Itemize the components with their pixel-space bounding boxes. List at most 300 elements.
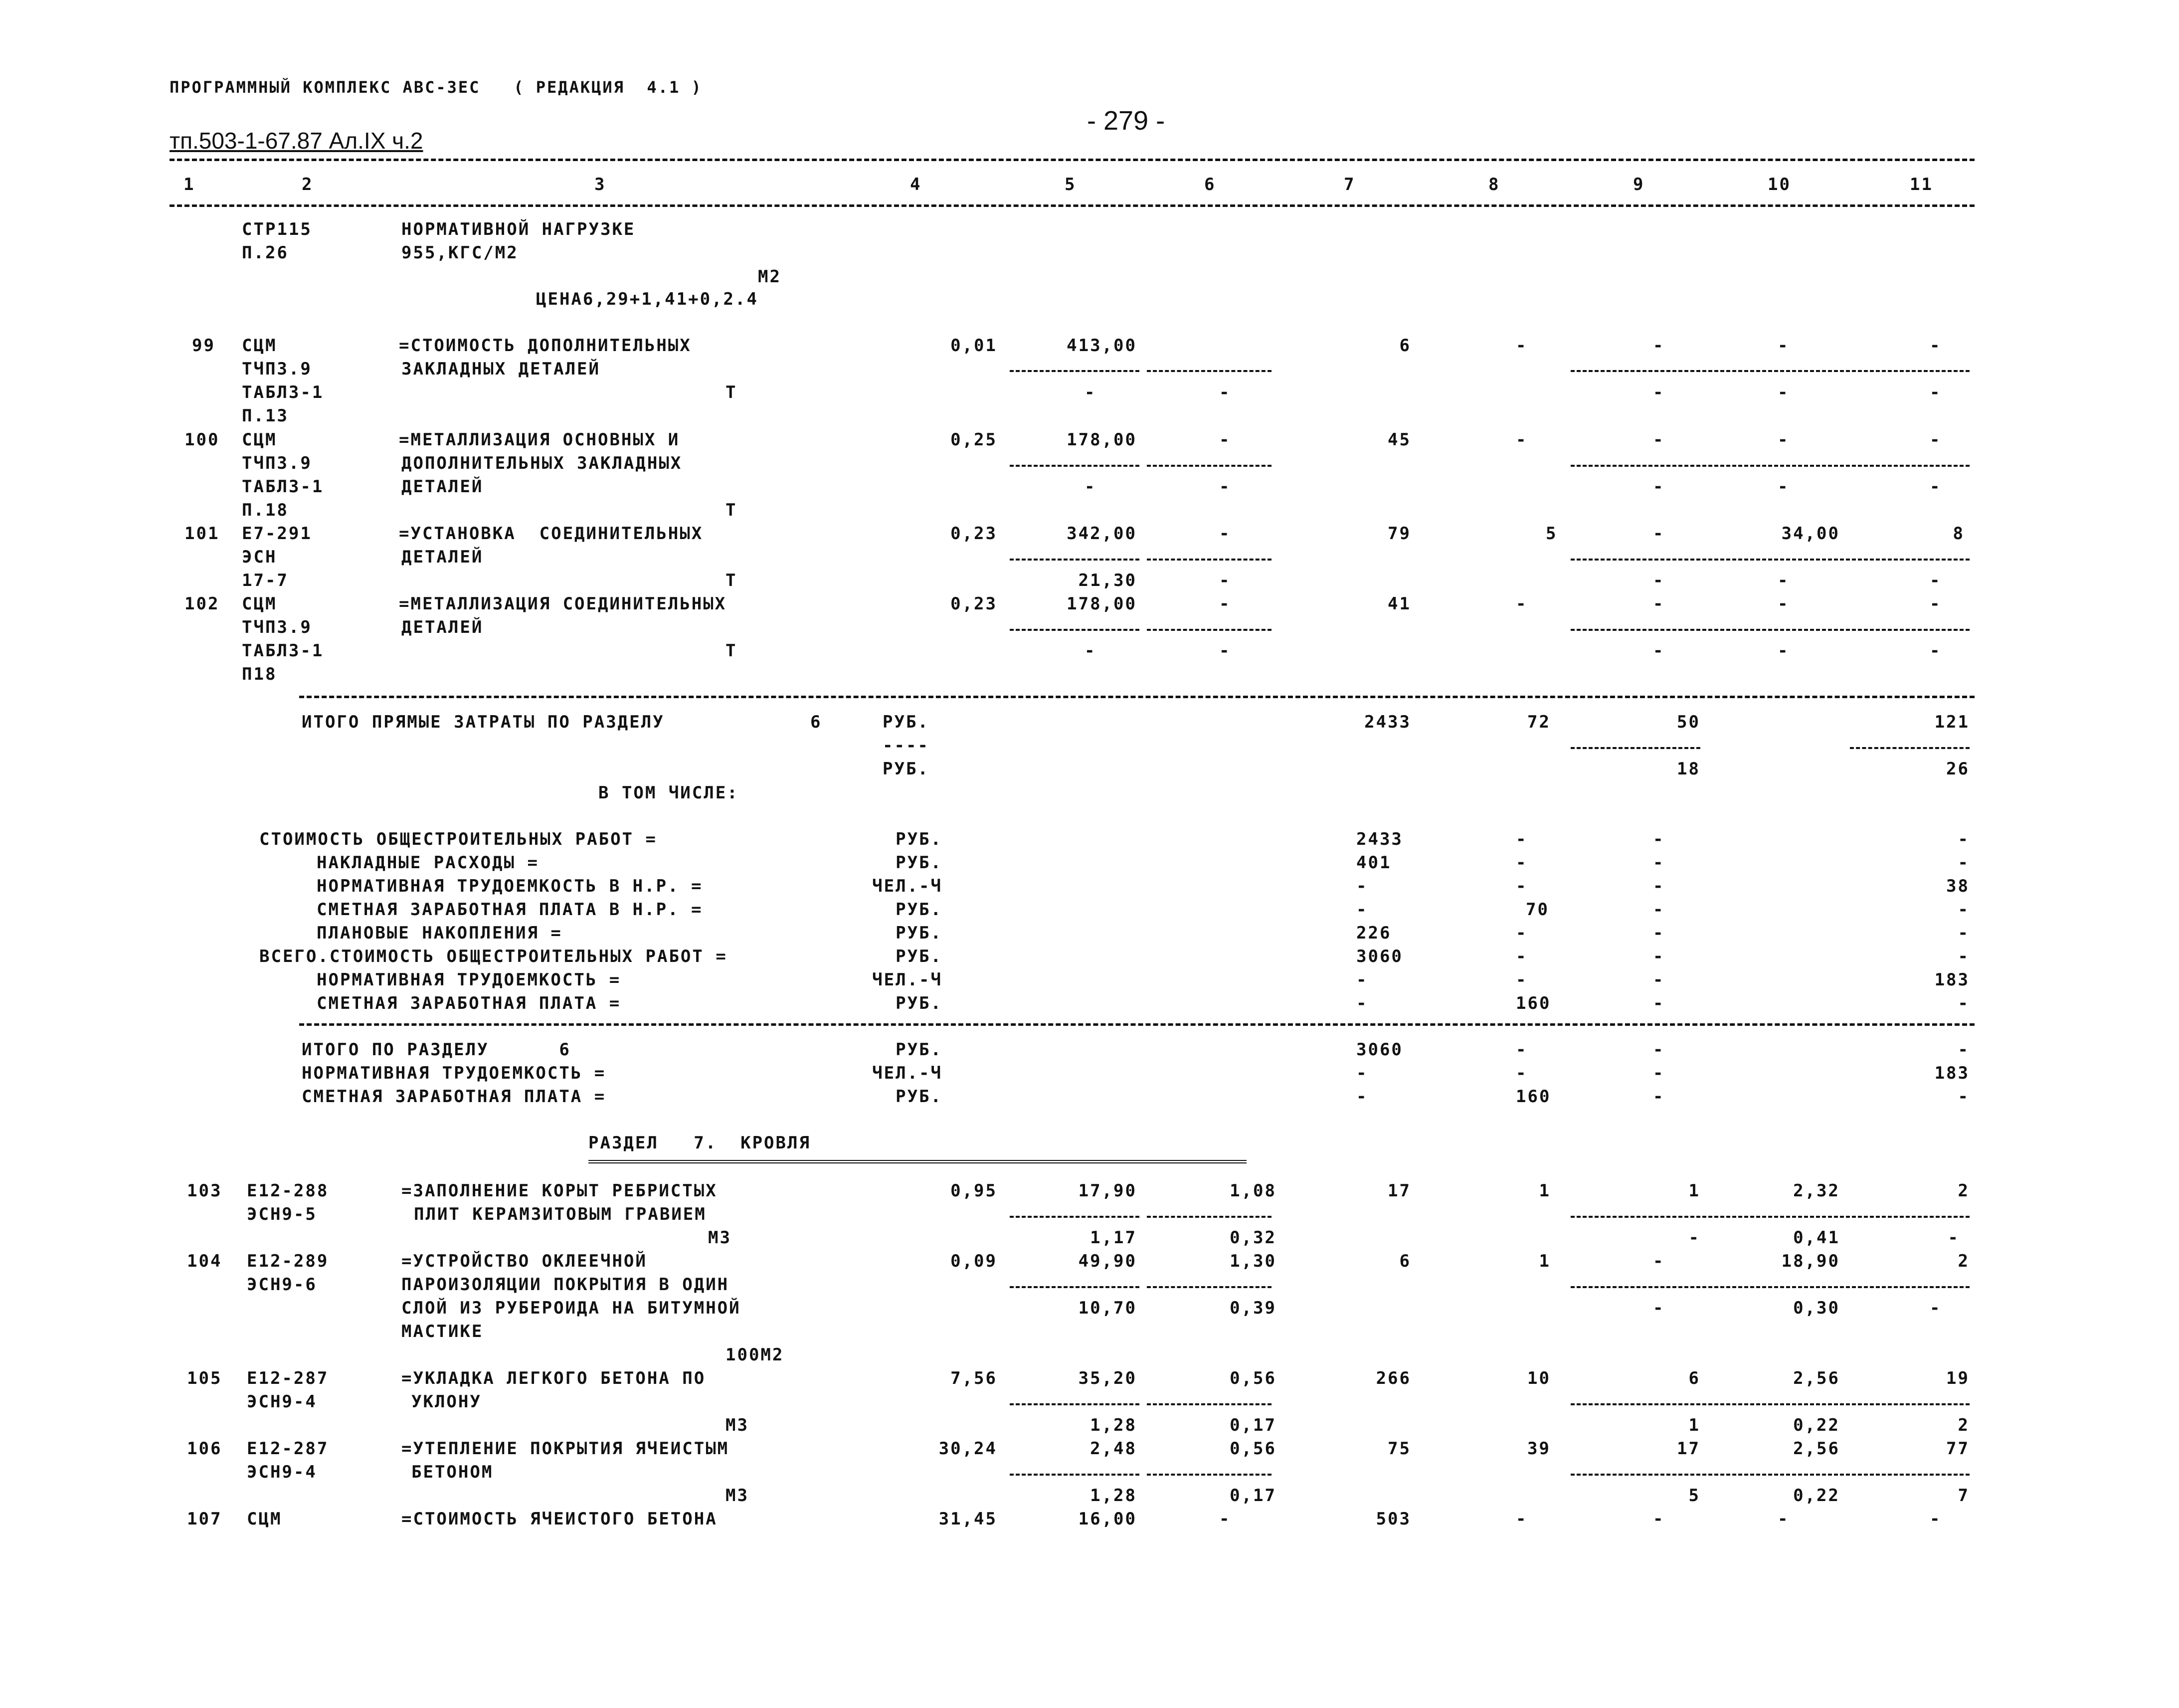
item-c8: 1 — [1539, 1181, 1551, 1201]
item-price2: 1,17 — [1090, 1228, 1137, 1248]
summary-c8: 160 — [1516, 993, 1551, 1013]
item-c11b: 7 — [1958, 1486, 1970, 1506]
item-c8: 5 — [1546, 524, 1558, 544]
price-divider — [1010, 1403, 1139, 1405]
item-price: 178,00 — [1067, 594, 1137, 614]
item-c10: 2,56 — [1793, 1439, 1840, 1459]
item-qty: 0,01 — [950, 336, 997, 356]
section-total-c11: 121 — [1934, 712, 1970, 732]
item-qty: 0,23 — [950, 594, 997, 614]
item-name: =МЕТАЛЛИЗАЦИЯ ОСНОВНЫХ И — [399, 430, 680, 450]
summary-c11: 38 — [1946, 876, 1970, 896]
item-c9b: 5 — [1688, 1486, 1700, 1506]
item-qty: 30,24 — [938, 1439, 997, 1459]
price-divider — [1147, 1474, 1271, 1476]
cont-text-2: 955,КГС/М2 — [401, 243, 519, 263]
col-num-9: 9 — [1633, 175, 1645, 194]
col-num-7: 7 — [1344, 175, 1356, 194]
item-c10: - — [1778, 336, 1790, 356]
item-c6: - — [1219, 524, 1231, 544]
item-c11: - — [1930, 430, 1942, 450]
item-c6: - — [1219, 594, 1231, 614]
item-c10: - — [1778, 1509, 1790, 1529]
item-c9: - — [1653, 1509, 1665, 1529]
item-no: 100 — [184, 430, 220, 450]
item-unit: 100М2 — [726, 1345, 784, 1365]
item-no: 104 — [187, 1251, 222, 1271]
summary-c8: - — [1516, 970, 1528, 990]
itogo-c7: - — [1356, 1087, 1368, 1107]
item-c8: 39 — [1527, 1439, 1551, 1459]
col-num-10: 10 — [1768, 175, 1791, 194]
item-code: СЦМ — [242, 594, 277, 614]
item-c11: 2 — [1958, 1251, 1970, 1271]
itogo-c7: 3060 — [1356, 1040, 1403, 1060]
item-c9b: - — [1653, 641, 1665, 661]
item-code: Е7-291 — [242, 524, 312, 544]
item-code: ЭСН9-5 — [247, 1204, 317, 1224]
item-unit: М3 — [726, 1486, 749, 1506]
item-c11b: - — [1930, 641, 1942, 661]
item-unit: Т — [726, 382, 737, 402]
item-price2: 21,30 — [1078, 570, 1137, 590]
cont-text-1: НОРМАТИВНОЙ НАГРУЗКЕ — [401, 219, 636, 239]
item-unit: Т — [726, 500, 737, 520]
summary-c7: - — [1356, 900, 1368, 920]
price-divider — [1147, 1216, 1271, 1218]
section-total-c7: 2433 — [1364, 712, 1411, 732]
item-c8: - — [1516, 430, 1528, 450]
item-unit: М3 — [726, 1415, 749, 1435]
item-no: 102 — [184, 594, 220, 614]
summary-c9: - — [1653, 993, 1665, 1013]
item-unit: М3 — [708, 1228, 731, 1248]
summary-c7: - — [1356, 993, 1368, 1013]
price-divider — [1010, 1286, 1139, 1288]
page-number: - 279 - — [1087, 106, 1165, 136]
item-price: 178,00 — [1067, 430, 1137, 450]
summary-c9: - — [1653, 970, 1665, 990]
summary-c8: - — [1516, 923, 1528, 943]
itogo-unit: ЧЕЛ.-Ч — [872, 1063, 942, 1083]
item-no: 101 — [184, 524, 220, 544]
itogo-c9: - — [1653, 1063, 1665, 1083]
itogo-unit: РУБ. — [896, 1087, 942, 1107]
itogo-c11: - — [1958, 1040, 1970, 1060]
summary-c9: - — [1653, 947, 1665, 966]
item-c8: 10 — [1527, 1368, 1551, 1388]
section-total-c11b: 26 — [1946, 759, 1970, 779]
summary-unit: РУБ. — [896, 923, 942, 943]
item-c9b: 1 — [1688, 1415, 1700, 1435]
section-7-title: РАЗДЕЛ 7. КРОВЛЯ — [588, 1133, 811, 1153]
summary-unit: РУБ. — [896, 853, 942, 873]
item-c9: 17 — [1677, 1439, 1700, 1459]
item-name: =СТОИМОСТЬ ДОПОЛНИТЕЛЬНЫХ — [399, 336, 692, 356]
item-c10b: 0,41 — [1793, 1228, 1840, 1248]
col-num-3: 3 — [594, 175, 606, 194]
item-code: 17-7 — [242, 570, 289, 590]
item-no: 106 — [187, 1439, 222, 1459]
section-total-unit2: РУБ. — [883, 759, 929, 779]
item-price: 49,90 — [1078, 1251, 1137, 1271]
item-c6b: 0,17 — [1230, 1486, 1276, 1506]
summary-unit: РУБ. — [896, 900, 942, 920]
item-code: ЭСН9-6 — [247, 1275, 317, 1295]
item-c11b: - — [1930, 382, 1942, 402]
res-divider — [1571, 1403, 1970, 1405]
res-divider — [1571, 1286, 1970, 1288]
col-num-1: 1 — [183, 175, 195, 194]
summary-unit: ЧЕЛ.-Ч — [872, 876, 942, 896]
itogo-c9: - — [1653, 1087, 1665, 1107]
item-name: МАСТИКЕ — [401, 1322, 484, 1341]
cont-code-1: СТР115 — [242, 219, 312, 239]
price-divider — [1147, 629, 1271, 631]
item-total: 45 — [1388, 430, 1411, 450]
section-total-label: ИТОГО ПРЯМЫЕ ЗАТРАТЫ ПО РАЗДЕЛУ — [302, 712, 665, 732]
item-c9: 6 — [1688, 1368, 1700, 1388]
item-total: 75 — [1388, 1439, 1411, 1459]
item-c10b: - — [1778, 641, 1790, 661]
section-total-rule — [299, 696, 1975, 698]
item-name: =УТЕПЛЕНИЕ ПОКРЫТИЯ ЯЧЕИСТЫМ — [401, 1439, 729, 1459]
summary-label: ПЛАНОВЫЕ НАКОПЛЕНИЯ = — [317, 923, 562, 943]
item-c10: 2,56 — [1793, 1368, 1840, 1388]
summary-label: СМЕТНАЯ ЗАРАБОТНАЯ ПЛАТА = — [317, 993, 621, 1013]
col-num-2: 2 — [302, 175, 314, 194]
item-c11b: - — [1948, 1228, 1960, 1248]
summary-c7: - — [1356, 970, 1368, 990]
item-name: =УСТАНОВКА СОЕДИНИТЕЛЬНЫХ — [399, 524, 704, 544]
item-unit: Т — [726, 641, 737, 661]
item-code: ТАБЛЗ-1 — [242, 477, 324, 497]
item-code: Е12-288 — [247, 1181, 329, 1201]
summary-unit: РУБ. — [896, 947, 942, 966]
summary-c9: - — [1653, 876, 1665, 896]
price-divider — [1010, 559, 1139, 561]
item-price2: 1,28 — [1090, 1415, 1137, 1435]
project-reference: тп.503-1-67.87 Ал.IX ч.2 — [170, 128, 423, 154]
section-total-c9b: 18 — [1677, 759, 1700, 779]
price-divider — [1147, 1403, 1271, 1405]
item-c8: - — [1516, 594, 1528, 614]
item-c11b: 2 — [1958, 1415, 1970, 1435]
item-c6: - — [1219, 430, 1231, 450]
item-c11b: - — [1930, 570, 1942, 590]
item-total: 6 — [1399, 1251, 1411, 1271]
summary-c9: - — [1653, 853, 1665, 873]
item-price2: - — [1085, 382, 1096, 402]
item-price: 35,20 — [1078, 1368, 1137, 1388]
item-c6b: 0,39 — [1230, 1298, 1276, 1318]
itogo-label: НОРМАТИВНАЯ ТРУДОЕМКОСТЬ = — [302, 1063, 606, 1083]
item-price: 413,00 — [1067, 336, 1137, 356]
item-price2: - — [1085, 641, 1096, 661]
summary-label: СТОИМОСТЬ ОБЩЕСТРОИТЕЛЬНЫХ РАБОТ = — [259, 829, 657, 849]
section-total-no: 6 — [810, 712, 822, 732]
price-divider — [1147, 1286, 1271, 1288]
summary-c9: - — [1653, 900, 1665, 920]
summary-label: ВСЕГО.СТОИМОСТЬ ОБЩЕСТРОИТЕЛЬНЫХ РАБОТ = — [259, 947, 727, 966]
section-total-unit-dash: ---- — [883, 736, 929, 756]
item-total: 6 — [1399, 336, 1411, 356]
item-c8: 1 — [1539, 1251, 1551, 1271]
item-c9: - — [1653, 336, 1665, 356]
item-code: Е12-287 — [247, 1439, 329, 1459]
summary-c9: - — [1653, 829, 1665, 849]
item-code: Е12-287 — [247, 1368, 329, 1388]
summary-c7: 2433 — [1356, 829, 1403, 849]
price-divider — [1010, 1474, 1139, 1476]
item-code: ТАБЛЗ-1 — [242, 382, 324, 402]
item-c9: - — [1653, 1251, 1665, 1271]
program-title: ПРОГРАММНЫЙ КОМПЛЕКС АВС-ЗЕС ( РЕДАКЦИЯ 4.1 ) — [170, 78, 703, 97]
item-qty: 7,56 — [950, 1368, 997, 1388]
item-c6: 0,56 — [1230, 1368, 1276, 1388]
item-c6: 1,08 — [1230, 1181, 1276, 1201]
item-qty: 0,25 — [950, 430, 997, 450]
summary-c8: - — [1516, 947, 1528, 966]
item-code: СЦМ — [242, 336, 277, 356]
item-name: ДЕТАЛЕЙ — [401, 547, 484, 567]
section-total-unit: РУБ. — [883, 712, 929, 732]
itogo-label: СМЕТНАЯ ЗАРАБОТНАЯ ПЛАТА = — [302, 1087, 606, 1107]
item-qty: 0,23 — [950, 524, 997, 544]
item-name: БЕТОНОМ — [411, 1462, 494, 1482]
item-code: ТЧПЗ.9 — [242, 359, 312, 379]
cont-unit: М2 — [758, 267, 781, 287]
including-label: В ТОМ ЧИСЛЕ: — [598, 783, 739, 803]
item-c10b: - — [1778, 570, 1790, 590]
col-num-6: 6 — [1204, 175, 1216, 194]
item-c11: - — [1930, 1509, 1942, 1529]
item-c11: 19 — [1946, 1368, 1970, 1388]
itogo-c7: - — [1356, 1063, 1368, 1083]
col-num-4: 4 — [910, 175, 922, 194]
summary-c7: - — [1356, 876, 1368, 896]
item-price: 16,00 — [1078, 1509, 1137, 1529]
item-c9b: - — [1653, 1298, 1665, 1318]
item-c9b: - — [1653, 382, 1665, 402]
item-price2: 10,70 — [1078, 1298, 1137, 1318]
item-unit: Т — [726, 570, 737, 590]
item-c9: - — [1653, 430, 1665, 450]
section-total-c11-divider — [1850, 747, 1970, 749]
item-no: 107 — [187, 1509, 222, 1529]
item-price: 342,00 — [1067, 524, 1137, 544]
item-name: ЗАКЛАДНЫХ ДЕТАЛЕЙ — [401, 359, 600, 379]
item-code: П.13 — [242, 406, 289, 426]
item-name: УКЛОНУ — [411, 1392, 482, 1412]
header-rule-bottom — [170, 204, 1975, 207]
summary-c11: - — [1958, 829, 1970, 849]
item-c8: - — [1516, 1509, 1528, 1529]
price-divider — [1010, 1216, 1139, 1218]
summary-c8: - — [1516, 876, 1528, 896]
item-code: Е12-289 — [247, 1251, 329, 1271]
item-name: =ЗАПОЛНЕНИЕ КОРЫТ РЕБРИСТЫХ — [401, 1181, 718, 1201]
item-c6b: - — [1219, 570, 1231, 590]
item-c10b: 0,22 — [1793, 1486, 1840, 1506]
price-divider — [1010, 465, 1139, 467]
item-c6b: - — [1219, 477, 1231, 497]
price-divider — [1147, 465, 1271, 467]
item-c6: 1,30 — [1230, 1251, 1276, 1271]
header-rule-top — [170, 159, 1975, 161]
item-code: СЦМ — [247, 1509, 282, 1529]
summary-unit: РУБ. — [896, 993, 942, 1013]
item-c9: 1 — [1688, 1181, 1700, 1201]
item-name: ДЕТАЛЕЙ — [401, 477, 484, 497]
item-c10: 34,00 — [1781, 524, 1840, 544]
itogo-rule — [299, 1023, 1975, 1026]
item-c10: 18,90 — [1781, 1251, 1840, 1271]
item-code: ТЧПЗ.9 — [242, 453, 312, 473]
item-name: =УСТРОЙСТВО ОКЛЕЕЧНОЙ — [401, 1251, 647, 1271]
summary-label: НАКЛАДНЫЕ РАСХОДЫ = — [317, 853, 539, 873]
price-divider — [1147, 559, 1271, 561]
item-c10b: - — [1778, 382, 1790, 402]
summary-c9: - — [1653, 923, 1665, 943]
item-code: ЭСН9-4 — [247, 1462, 317, 1482]
item-price2: - — [1085, 477, 1096, 497]
res-divider — [1571, 1474, 1970, 1476]
item-c9: - — [1653, 594, 1665, 614]
item-total: 266 — [1376, 1368, 1411, 1388]
item-c11: - — [1930, 594, 1942, 614]
item-c10b: 0,30 — [1793, 1298, 1840, 1318]
summary-unit: ЧЕЛ.-Ч — [872, 970, 942, 990]
itogo-c8: 160 — [1516, 1087, 1551, 1107]
item-c8: - — [1516, 336, 1528, 356]
col-num-5: 5 — [1065, 175, 1077, 194]
col-num-11: 11 — [1910, 175, 1933, 194]
item-c11: 8 — [1953, 524, 1965, 544]
item-price: 17,90 — [1078, 1181, 1137, 1201]
item-c6b: - — [1219, 641, 1231, 661]
item-c10: - — [1778, 430, 1790, 450]
section-7-underline — [588, 1160, 1247, 1163]
item-c6: 0,56 — [1230, 1439, 1276, 1459]
summary-c8: 70 — [1526, 900, 1549, 920]
price-divider — [1010, 629, 1139, 631]
item-c6b: 0,17 — [1230, 1415, 1276, 1435]
summary-label: НОРМАТИВНАЯ ТРУДОЕМКОСТЬ = — [317, 970, 621, 990]
cont-code-2: П.26 — [242, 243, 289, 263]
cont-price-formula: ЦЕНА6,29+1,41+0,2.4 — [536, 289, 758, 309]
item-code: ЭСН9-4 — [247, 1392, 317, 1412]
item-c6: - — [1219, 1509, 1231, 1529]
summary-label: НОРМАТИВНАЯ ТРУДОЕМКОСТЬ В Н.Р. = — [317, 876, 703, 896]
item-c11: 2 — [1958, 1181, 1970, 1201]
section-total-c8: 72 — [1527, 712, 1551, 732]
item-name: =СТОИМОСТЬ ЯЧЕИСТОГО БЕТОНА — [401, 1509, 718, 1529]
item-name: ДОПОЛНИТЕЛЬНЫХ ЗАКЛАДНЫХ — [401, 453, 683, 473]
res-divider — [1571, 465, 1970, 467]
summary-c11: - — [1958, 923, 1970, 943]
item-no: 103 — [187, 1181, 222, 1201]
item-name: ПАРОИЗОЛЯЦИИ ПОКРЫТИЯ В ОДИН — [401, 1275, 729, 1295]
item-c9b: - — [1653, 477, 1665, 497]
res-divider — [1571, 370, 1970, 372]
item-c6b: 0,32 — [1230, 1228, 1276, 1248]
itogo-label: ИТОГО ПО РАЗДЕЛУ 6 — [302, 1040, 571, 1060]
item-code: ЭСН — [242, 547, 277, 567]
section-total-c9-divider — [1571, 747, 1700, 749]
item-no: 99 — [192, 336, 215, 356]
item-name: ПЛИТ КЕРАМЗИТОВЫМ ГРАВИЕМ — [414, 1204, 707, 1224]
item-c11b: - — [1930, 1298, 1942, 1318]
item-code: ТЧПЗ.9 — [242, 617, 312, 637]
item-c11b: - — [1930, 477, 1942, 497]
item-code: П.18 — [242, 500, 289, 520]
item-c9: - — [1653, 524, 1665, 544]
summary-c8: - — [1516, 853, 1528, 873]
item-c10: - — [1778, 594, 1790, 614]
summary-c11: - — [1958, 947, 1970, 966]
item-c10b: 0,22 — [1793, 1415, 1840, 1435]
summary-c7: 3060 — [1356, 947, 1403, 966]
item-qty: 31,45 — [938, 1509, 997, 1529]
item-c9b: - — [1688, 1228, 1700, 1248]
res-divider — [1571, 629, 1970, 631]
summary-c11: - — [1958, 993, 1970, 1013]
summary-c11: - — [1958, 900, 1970, 920]
itogo-c9: - — [1653, 1040, 1665, 1060]
item-total: 79 — [1388, 524, 1411, 544]
item-c9b: - — [1653, 570, 1665, 590]
item-code: ТАБЛЗ-1 — [242, 641, 324, 661]
item-total: 41 — [1388, 594, 1411, 614]
item-c11: - — [1930, 336, 1942, 356]
itogo-unit: РУБ. — [896, 1040, 942, 1060]
summary-c7: 401 — [1356, 853, 1392, 873]
res-divider — [1571, 1216, 1970, 1218]
item-c11: 77 — [1946, 1439, 1970, 1459]
item-qty: 0,95 — [950, 1181, 997, 1201]
summary-c8: - — [1516, 829, 1528, 849]
item-price: 2,48 — [1090, 1439, 1137, 1459]
col-num-8: 8 — [1488, 175, 1500, 194]
item-price2: 1,28 — [1090, 1486, 1137, 1506]
section-total-c9: 50 — [1677, 712, 1700, 732]
itogo-c11: - — [1958, 1087, 1970, 1107]
item-name: =УКЛАДКА ЛЕГКОГО БЕТОНА ПО — [401, 1368, 706, 1388]
item-c10b: - — [1778, 477, 1790, 497]
item-name: СЛОЙ ИЗ РУБЕРОИДА НА БИТУМНОЙ — [401, 1298, 741, 1318]
item-code: П18 — [242, 664, 277, 684]
price-divider — [1147, 370, 1271, 372]
item-c6b: - — [1219, 382, 1231, 402]
item-name: ДЕТАЛЕЙ — [401, 617, 484, 637]
summary-c11: 183 — [1934, 970, 1970, 990]
itogo-c11: 183 — [1934, 1063, 1970, 1083]
price-divider — [1010, 370, 1139, 372]
itogo-c8: - — [1516, 1040, 1528, 1060]
summary-c11: - — [1958, 853, 1970, 873]
item-no: 105 — [187, 1368, 222, 1388]
item-qty: 0,09 — [950, 1251, 997, 1271]
itogo-c8: - — [1516, 1063, 1528, 1083]
summary-label: СМЕТНАЯ ЗАРАБОТНАЯ ПЛАТА В Н.Р. = — [317, 900, 703, 920]
res-divider — [1571, 559, 1970, 561]
item-name: =МЕТАЛЛИЗАЦИЯ СОЕДИНИТЕЛЬНЫХ — [399, 594, 727, 614]
item-total: 503 — [1376, 1509, 1411, 1529]
summary-unit: РУБ. — [896, 829, 942, 849]
summary-c7: 226 — [1356, 923, 1392, 943]
item-total: 17 — [1388, 1181, 1411, 1201]
